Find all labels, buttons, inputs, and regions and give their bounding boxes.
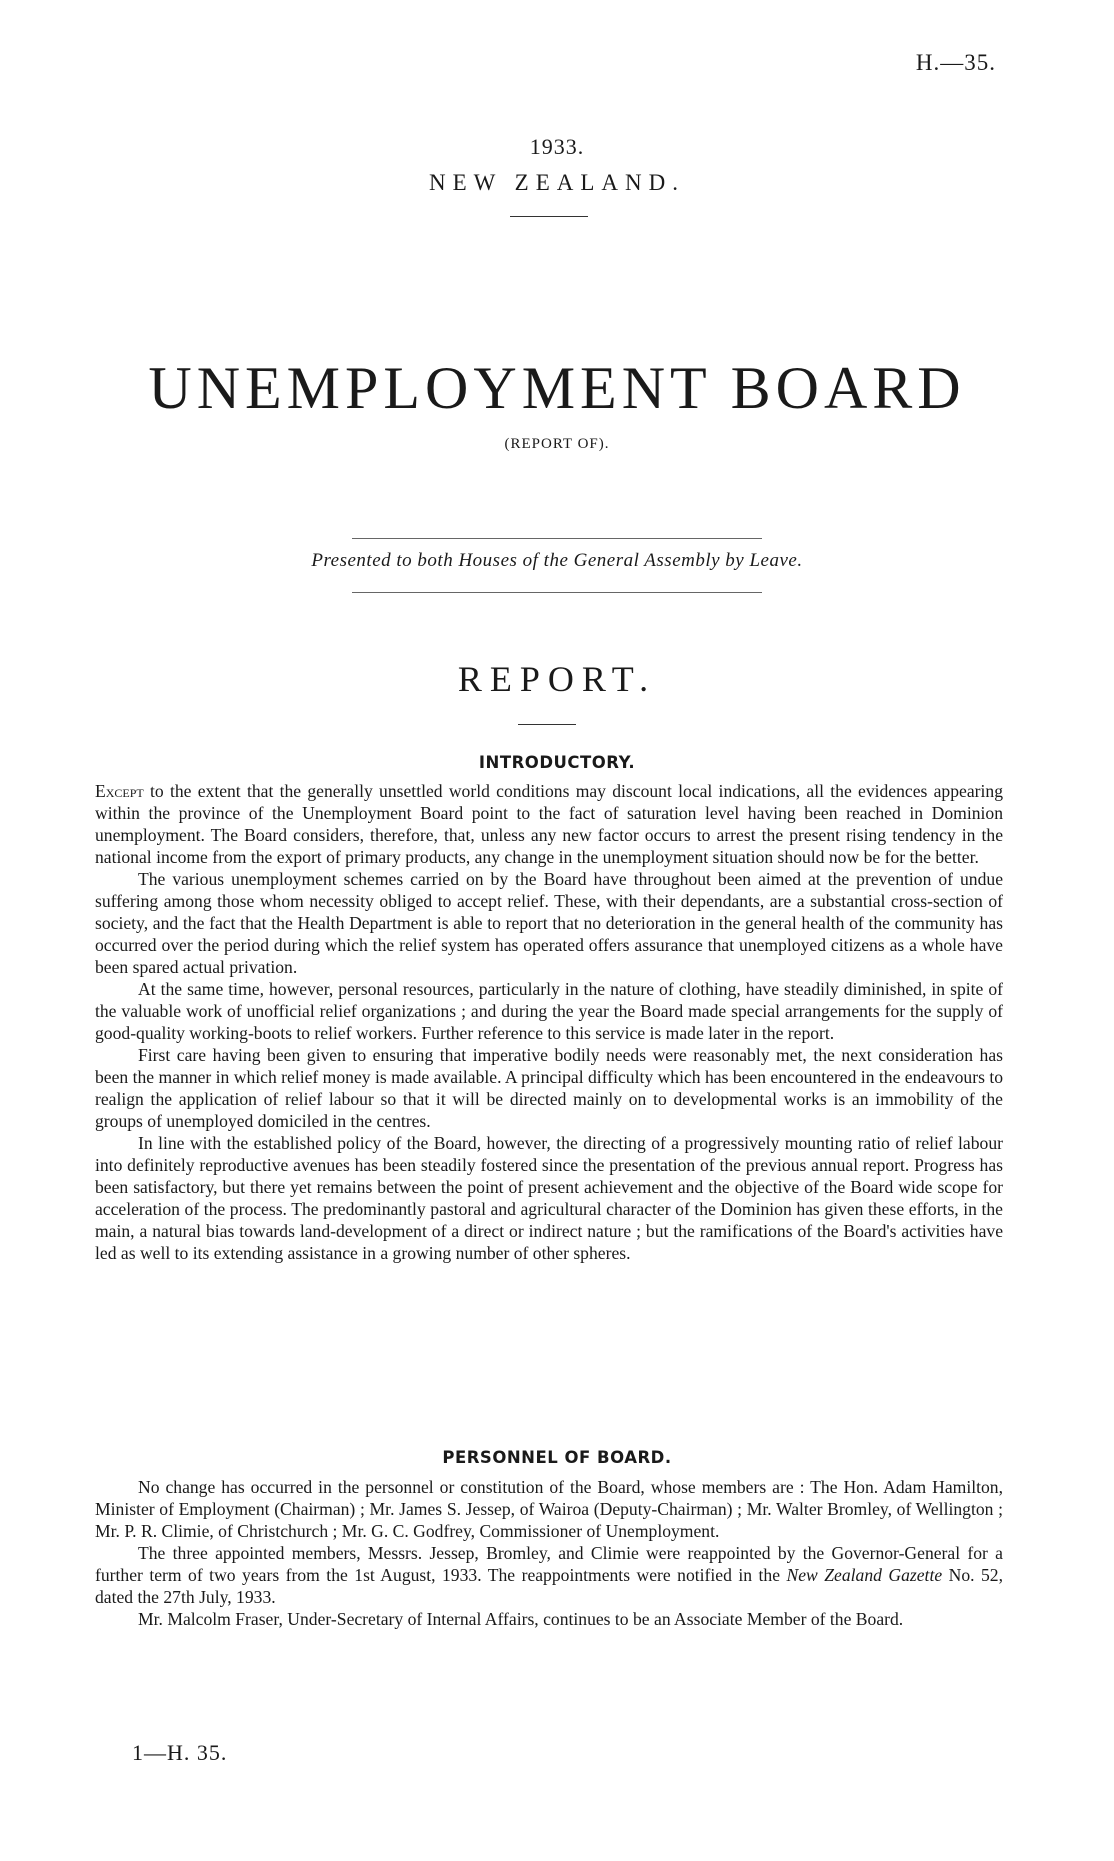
paragraph-text: The three appointed members, Messrs. Jessep, Bromley, and Climie were reappointed by the Governor-General for a further term of two years from the 1st August, 1933. The reappointments were notified in the (95, 1543, 1003, 1585)
divider-rule (510, 216, 588, 217)
document-reference: H.—35. (915, 50, 996, 75)
paragraph (95, 1542, 1003, 1608)
divider-rule (518, 724, 576, 725)
divider-rule (352, 538, 762, 539)
paragraph: The various unemployment schemes carried on by the Board have throughout been aimed at the prevention of undue suffering among those whom necessity obliged to accept relief. These, with their dependants, are a substantial cross-section of society, and the fact that the Health Department is able to report that no deterioration in the general health of the community has occurred over the period during which the relief system has operated offers assurance that unemployed citizens as a whole have been spared actual privation. (95, 869, 1003, 977)
country-name: NEW ZEALAND. (428, 170, 686, 195)
introductory-text (95, 780, 1003, 1264)
section-heading-personnel: PERSONNEL OF BOARD. (442, 1448, 672, 1467)
paragraph: In line with the established policy of the Board, however, the directing of a progressively mounting ratio of relief labour into definitely reproductive avenues has been steadily fostered since the presentation of the previous annual report. Progress has been satisfactory, but there yet remains between the point of present achievement and the objective of the Board wide scope for acceleration of the process. The predominantly pastoral and agricultural character of the Dominion has given these efforts, in the main, a natural bias towards land-development of a direct or indirect nature ; but the ramifications of the Board's activities have led as well to its extending assistance in a growing number of other spheres. (95, 1133, 1003, 1263)
personnel-text (95, 1476, 1003, 1630)
paragraph: No change has occurred in the personnel or constitution of the Board, whose members are : The Hon. Adam Hamilton, Minister of Employment (Chairman) ; Mr. James S. Jessep, of Wairoa (Deputy-Chairman) ; Mr. Walter Bromley, of Wellington ; Mr. P. R. Climie, of Christchurch ; Mr. G. C. Godfrey, Commissioner of Unemployment. (95, 1477, 1003, 1541)
gazette-title: New Zealand Gazette (786, 1565, 943, 1585)
section-heading-introductory: INTRODUCTORY. (478, 753, 636, 772)
presented-line: Presented to both Houses of the General Assembly by Leave. (311, 550, 803, 571)
main-title: UNEMPLOYMENT BOARD (148, 355, 966, 421)
paragraph-lead-word: Except (95, 781, 144, 801)
subtitle: (REPORT OF). (504, 436, 610, 452)
report-heading: REPORT. (457, 659, 657, 699)
paragraph: First care having been given to ensuring that imperative bodily needs were reasonably met, the next consideration has been the manner in which relief money is made available. A principal difficulty which has been encountered in the endeavours to realign the application of relief labour so that it will be directed mainly on to developmental works is an immobility of the groups of unemployed domiciled in the centres. (95, 1045, 1003, 1131)
paragraph (95, 780, 1003, 868)
paragraph: Mr. Malcolm Fraser, Under-Secretary of Internal Affairs, continues to be an Associate Member of the Board. (138, 1609, 904, 1629)
paragraph-text: No. 52, dated the 27th July, 1933. (95, 1565, 1003, 1607)
paragraph-text: to the extent that the generally unsettled world conditions may discount local indications, all the evidences appearing within the province of the Unemployment Board point to the fact of saturation level having been reached in Dominion unemployment. The Board considers, therefore, that, unless any new factor occurs to arrest the present rising tendency in the national income from the export of primary products, any change in the unemployment situation should now be for the better. (95, 781, 1003, 867)
paragraph: At the same time, however, personal resources, particularly in the nature of clothing, have steadily diminished, in spite of the valuable work of unofficial relief organizations ; and during the year the Board made special arrangements for the supply of good-quality working-boots to relief workers. Further reference to this service is made later in the report. (95, 979, 1003, 1043)
page-footer: 1—H. 35. (132, 1740, 228, 1765)
year: 1933. (529, 134, 585, 159)
divider-rule (352, 592, 762, 593)
